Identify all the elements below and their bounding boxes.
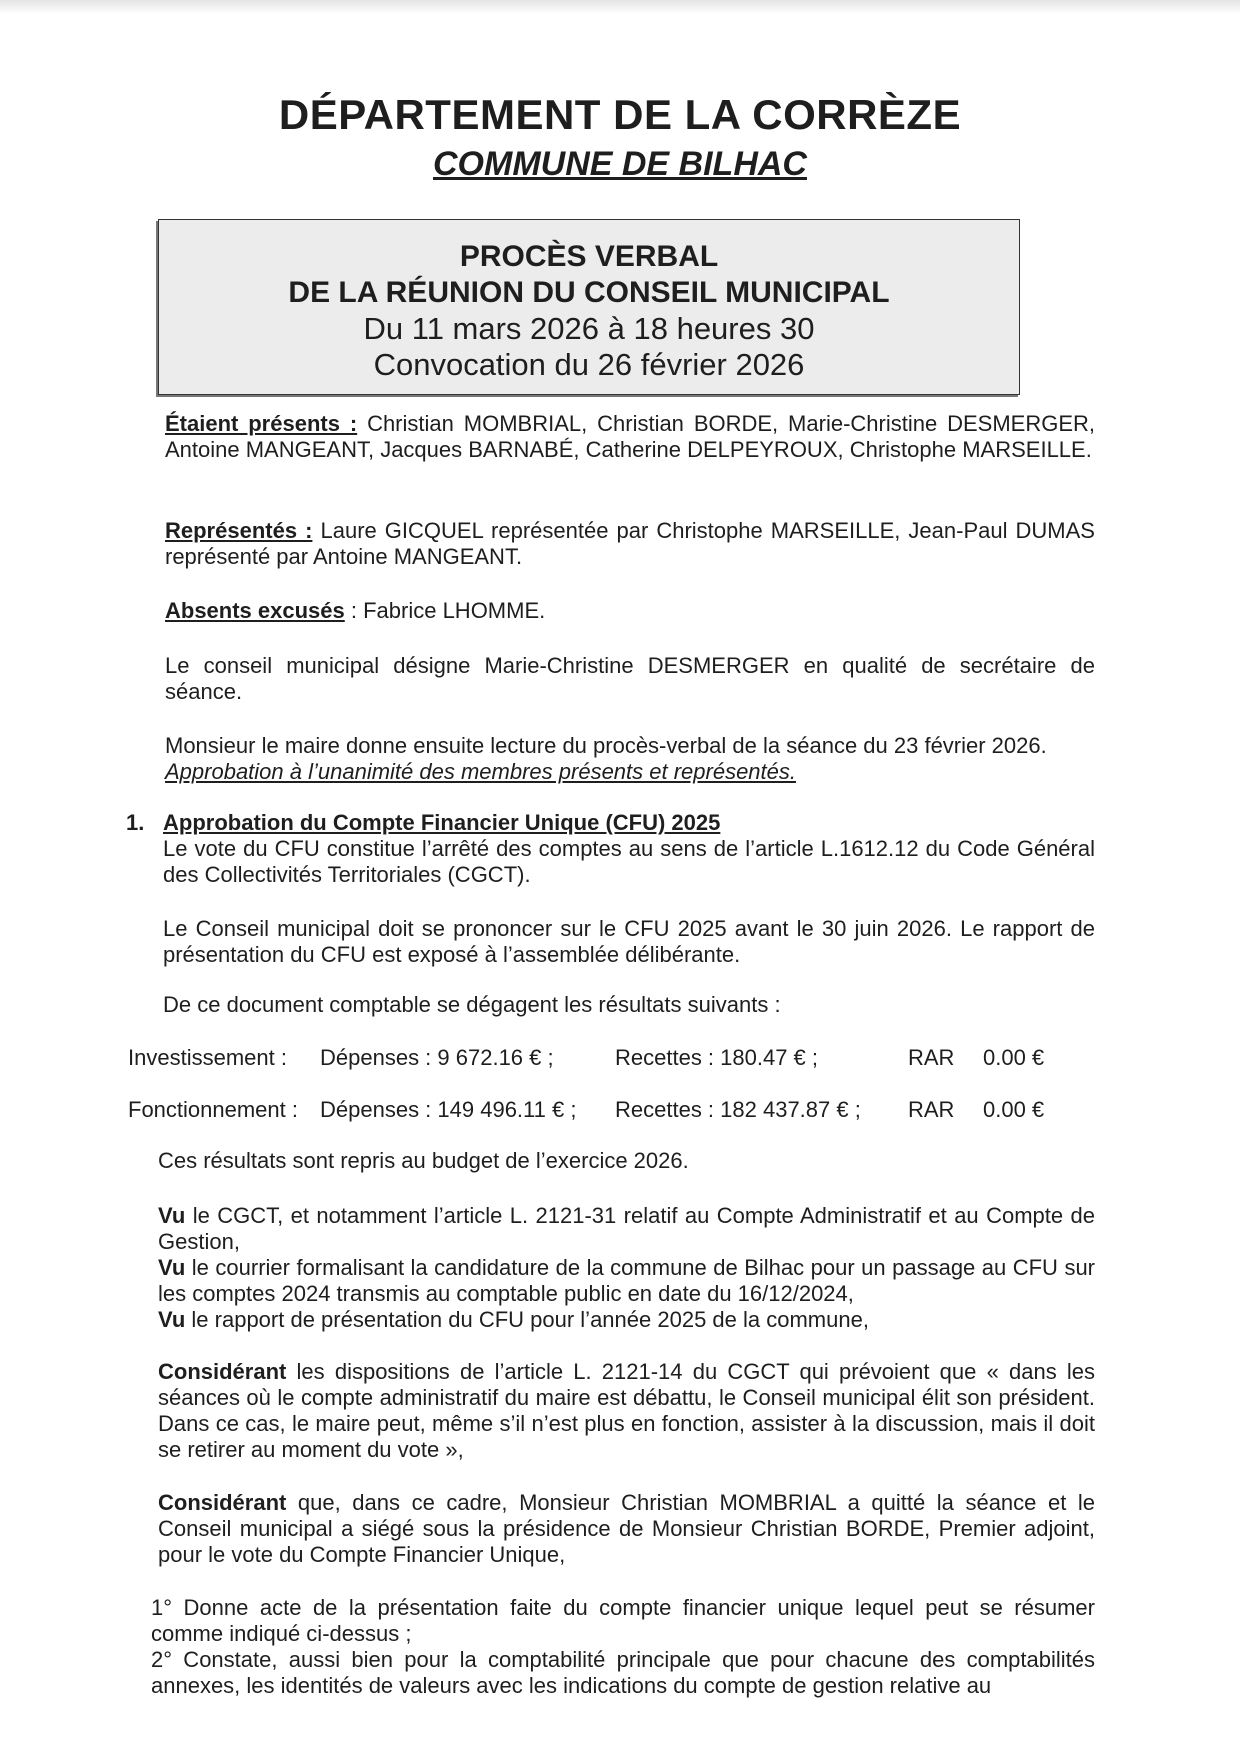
- present-paragraph: [165, 411, 1095, 463]
- previous-minutes-approval: Approbation à l’unanimité des membres présents et représentés.: [165, 759, 797, 784]
- result-rar-value: 0.00 €: [983, 1097, 1045, 1122]
- vu-keyword: Vu: [158, 1307, 186, 1332]
- vu-keyword: Vu: [158, 1203, 186, 1228]
- result-depenses: Dépenses : 149 496.11 € ;: [320, 1097, 577, 1122]
- item-number: 1.: [126, 810, 145, 835]
- title-box: [158, 219, 1020, 395]
- considerant-text: que, dans ce cadre, Monsieur Christian MOMBRIAL a quitté la séance et le Conseil municipal a siégé sous la présidence de Monsieur Christian BORDE, Premier adjoint, pour le vote du Compte Financier Unique,: [158, 1490, 1095, 1567]
- vu-block: [158, 1203, 1095, 1333]
- result-rar-label: RAR: [908, 1045, 955, 1070]
- present-label: Étaient présents :: [165, 411, 358, 436]
- item-paragraph-cfu-vote: Le vote du CFU constitue l’arrêté des comptes au sens de l’article L.1612.12 du Code Général des Collectivités Territoriales (CGCT).: [163, 836, 1095, 887]
- result-recettes: Recettes : 180.47 € ;: [615, 1045, 819, 1070]
- title-line-proces-verbal: PROCÈS VERBAL: [459, 240, 719, 273]
- item-title: Approbation du Compte Financier Unique (CFU) 2025: [163, 810, 721, 835]
- previous-minutes-text: Monsieur le maire donne ensuite lecture du procès-verbal de la séance du 23 février 2026.: [165, 733, 1047, 758]
- result-rar-label: RAR: [908, 1097, 955, 1122]
- considerant-keyword: Considérant: [158, 1359, 287, 1384]
- previous-minutes-paragraph: [165, 733, 1095, 785]
- secretary-paragraph: Le conseil municipal désigne Marie-Christine DESMERGER en qualité de secrétaire de séance.: [165, 653, 1095, 704]
- represented-paragraph: [165, 518, 1095, 570]
- considerant-keyword: Considérant: [158, 1490, 287, 1515]
- vu-line-courrier: [158, 1255, 1095, 1307]
- department-heading: DÉPARTEMENT DE LA CORRÈZE: [278, 91, 962, 138]
- title-line-reunion: DE LA RÉUNION DU CONSEIL MUNICIPAL: [288, 276, 890, 309]
- result-label: Fonctionnement :: [128, 1097, 298, 1122]
- vu-keyword: Vu: [158, 1255, 186, 1280]
- result-label: Investissement :: [128, 1045, 287, 1070]
- title-line-convocation: Convocation du 26 février 2026: [373, 347, 805, 382]
- decision-block: [151, 1595, 1095, 1699]
- result-row-fonctionnement: [128, 1097, 1068, 1127]
- present-names: Christian MOMBRIAL, Christian BORDE, Marie-Christine DESMERGER, Antoine MANGEANT, Jacques BARNABÉ, Catherine DELPEYROUX, Christophe MARSEILLE.: [165, 411, 1095, 462]
- considerant-paragraph-2: [158, 1490, 1095, 1568]
- vu-line-rapport: [158, 1307, 1095, 1333]
- absent-label: Absents excusés: [165, 598, 345, 623]
- title-line-date: Du 11 mars 2026 à 18 heures 30: [363, 311, 815, 346]
- decision-1: 1° Donne acte de la présentation faite du compte financier unique lequel peut se résumer comme indiqué ci-dessus ;: [151, 1595, 1095, 1646]
- considerant-paragraph-1: [158, 1359, 1095, 1463]
- vu-text: le CGCT, et notamment l’article L. 2121-31 relatif au Compte Administratif et au Compte de Gestion,: [158, 1203, 1095, 1254]
- item-paragraph-budget: Ces résultats sont repris au budget de l’exercice 2026.: [158, 1148, 689, 1173]
- vu-text: le courrier formalisant la candidature de la commune de Bilhac pour un passage au CFU sur les comptes 2024 transmis au comptable public en date du 16/12/2024,: [158, 1255, 1095, 1306]
- represented-names: Laure GICQUEL représentée par Christophe MARSEILLE, Jean-Paul DUMAS représenté par Antoine MANGEANT.: [165, 518, 1095, 569]
- result-rar-value: 0.00 €: [983, 1045, 1045, 1070]
- considerant-text: les dispositions de l’article L. 2121-14 du CGCT qui prévoient que « dans les séances où le compte administratif du maire est débattu, le Conseil municipal élit son président. Dans ce cas, le maire peut, même s’il n’est plus en fonction, assister à la discussion, mais il doit se retirer au moment du vote »,: [158, 1359, 1095, 1462]
- absent-names: : Fabrice LHOMME.: [344, 598, 546, 623]
- result-row-investissement: [128, 1045, 1068, 1075]
- vu-line-cgct: [158, 1203, 1095, 1255]
- result-depenses: Dépenses : 9 672.16 € ;: [320, 1045, 554, 1070]
- result-recettes: Recettes : 182 437.87 € ;: [615, 1097, 861, 1122]
- vu-text: le rapport de présentation du CFU pour l’année 2025 de la commune,: [185, 1307, 869, 1332]
- decision-2: 2° Constate, aussi bien pour la comptabilité principale que pour chacune des comptabilités annexes, les identités de valeurs avec les indications du compte de gestion relative au: [151, 1647, 1095, 1698]
- commune-heading: COMMUNE DE BILHAC: [433, 145, 807, 183]
- represented-label: Représentés :: [165, 518, 313, 543]
- absent-paragraph: [165, 598, 1095, 624]
- item-paragraph-results-intro: De ce document comptable se dégagent les résultats suivants :: [163, 992, 781, 1017]
- item-paragraph-deadline: Le Conseil municipal doit se prononcer sur le CFU 2025 avant le 30 juin 2026. Le rapport de présentation du CFU est exposé à l’assemblée délibérante.: [163, 916, 1095, 967]
